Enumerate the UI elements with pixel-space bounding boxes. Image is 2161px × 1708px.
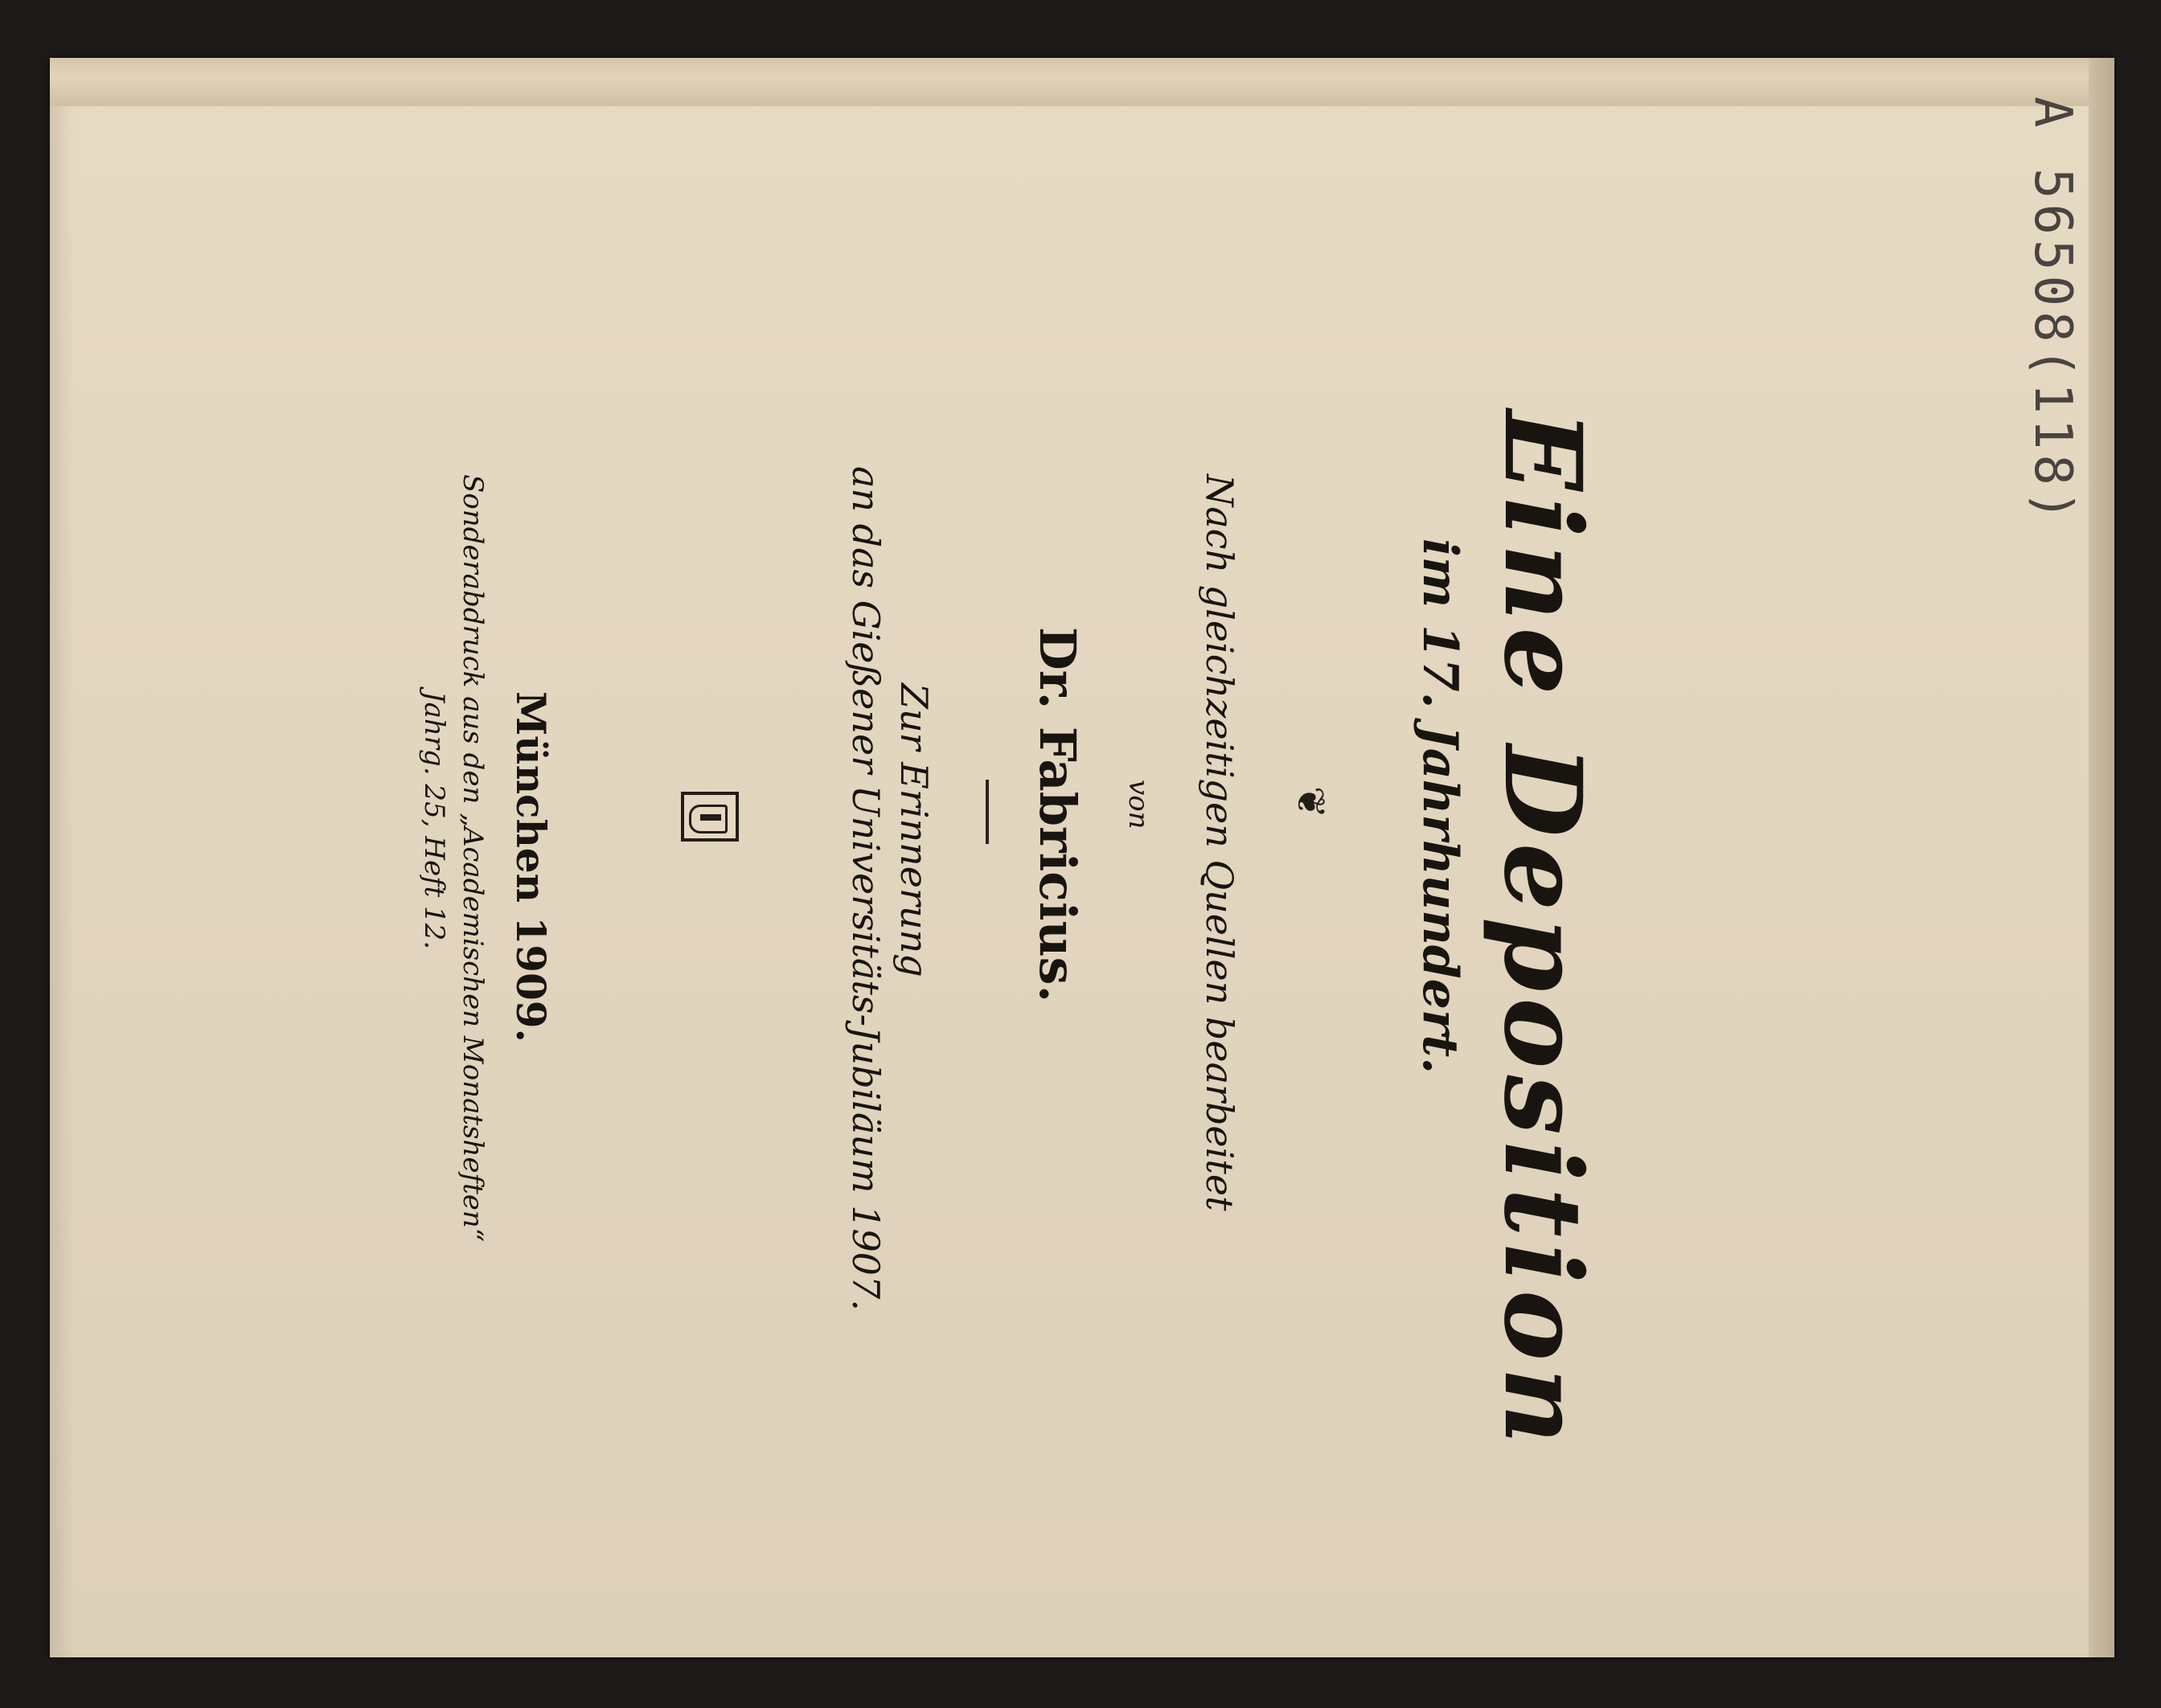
offprint-line-2: Jahrg. 25, Heft 12. [418,691,450,950]
handwritten-shelfmark: A 56508(118) [2023,96,2082,526]
author-name: Dr. Fabricius. [1028,627,1087,1003]
place-year: München 1909. [507,691,555,1042]
dedication-line-2: an das Gießener Universitäts-Jubiläum 1907. [844,466,888,1311]
source-line: Nach gleichzeitigen Quellen bearbeitet [1198,474,1241,1211]
document-title: Eine Deposition [1480,410,1605,1452]
publisher-emblem-icon [681,792,739,842]
offprint-line-1: Sonderabdruck aus den „Academischen Monatsheften“ [457,474,489,1243]
dedication-line-1: Zur Erinnerung [892,683,936,977]
document-subtitle: im 17. Jahrhundert. [1412,539,1468,1075]
by-line: von [1122,780,1154,829]
separator-rule [986,780,989,844]
fleuron-ornament: ❦ [1288,785,1334,819]
